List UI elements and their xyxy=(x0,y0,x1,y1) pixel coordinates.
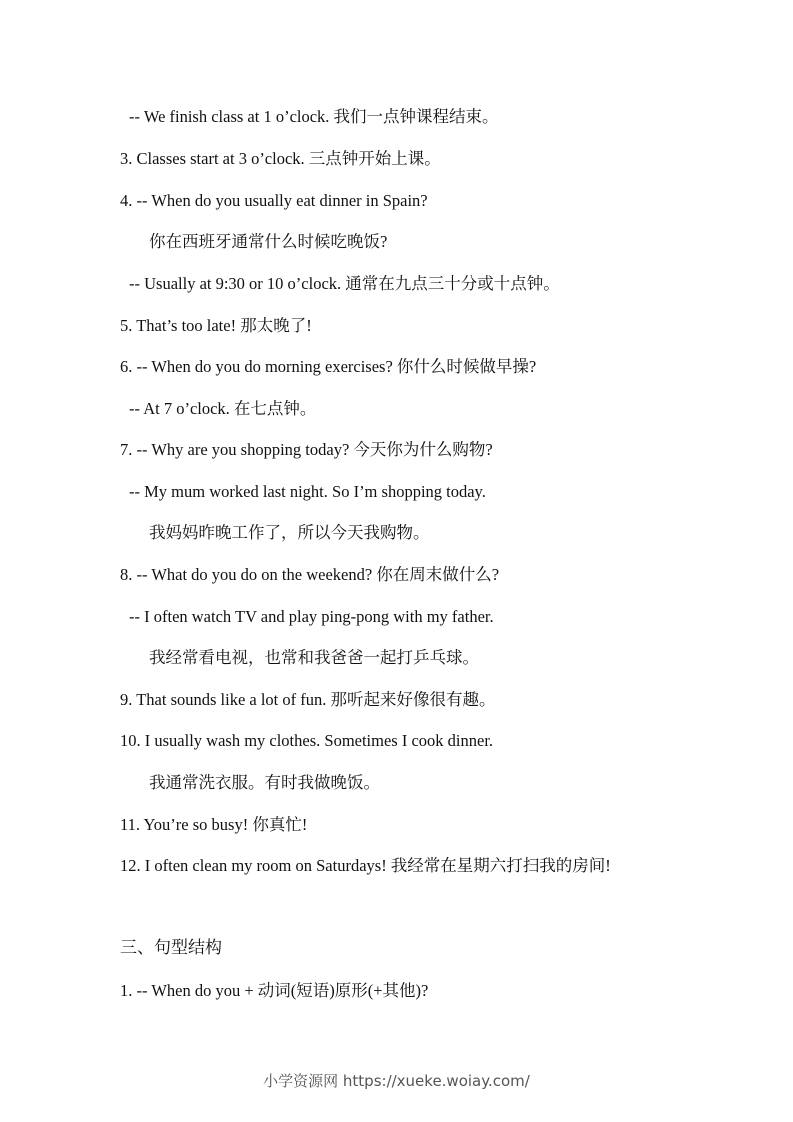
page-footer: 小学资源网 https://xueke.woiay.com/ xyxy=(263,1072,530,1090)
text-line: -- Usually at 9:30 or 10 o’clock. 通常在九点三十分或十点钟。 xyxy=(129,274,560,293)
text-line: 7. -- Why are you shopping today? 今天你为什么购物? xyxy=(120,440,493,459)
text-line: 我通常洗衣服。有时我做晚饭。 xyxy=(149,773,380,792)
section-heading: 三、句型结构 xyxy=(120,938,222,958)
text-line: 8. -- What do you do on the weekend? 你在周末做什么? xyxy=(120,565,500,584)
text-line: -- My mum worked last night. So I’m shopping today. xyxy=(129,482,486,501)
text-line: -- I often watch TV and play ping-pong with my father. xyxy=(129,607,494,626)
text-line: 4. -- When do you usually eat dinner in Spain? xyxy=(120,191,428,210)
text-line: 11. You’re so busy! 你真忙! xyxy=(120,815,308,834)
text-line: 5. That’s too late! 那太晚了! xyxy=(120,316,312,335)
text-line: 你在西班牙通常什么时候吃晚饭? xyxy=(149,232,388,251)
text-line: 6. -- When do you do morning exercises? 你什么时候做早操? xyxy=(120,357,537,376)
text-line: 1. -- When do you + 动词(短语)原形(+其他)? xyxy=(120,981,429,1000)
text-line: 9. That sounds like a lot of fun. 那听起来好像很有趣。 xyxy=(120,690,496,709)
text-line: 我经常看电视，也常和我爸爸一起打乒乓球。 xyxy=(149,648,479,667)
text-line: 3. Classes start at 3 o’clock. 三点钟开始上课。 xyxy=(120,149,441,168)
text-line: 12. I often clean my room on Saturdays! 我经常在星期六打扫我的房间! xyxy=(120,856,611,875)
text-line: -- At 7 o’clock. 在七点钟。 xyxy=(129,399,317,418)
text-line: 我妈妈昨晚工作了，所以今天我购物。 xyxy=(149,523,430,542)
text-line: -- We finish class at 1 o’clock. 我们一点钟课程结束。 xyxy=(129,107,499,126)
text-line: 10. I usually wash my clothes. Sometimes I cook dinner. xyxy=(120,731,494,750)
